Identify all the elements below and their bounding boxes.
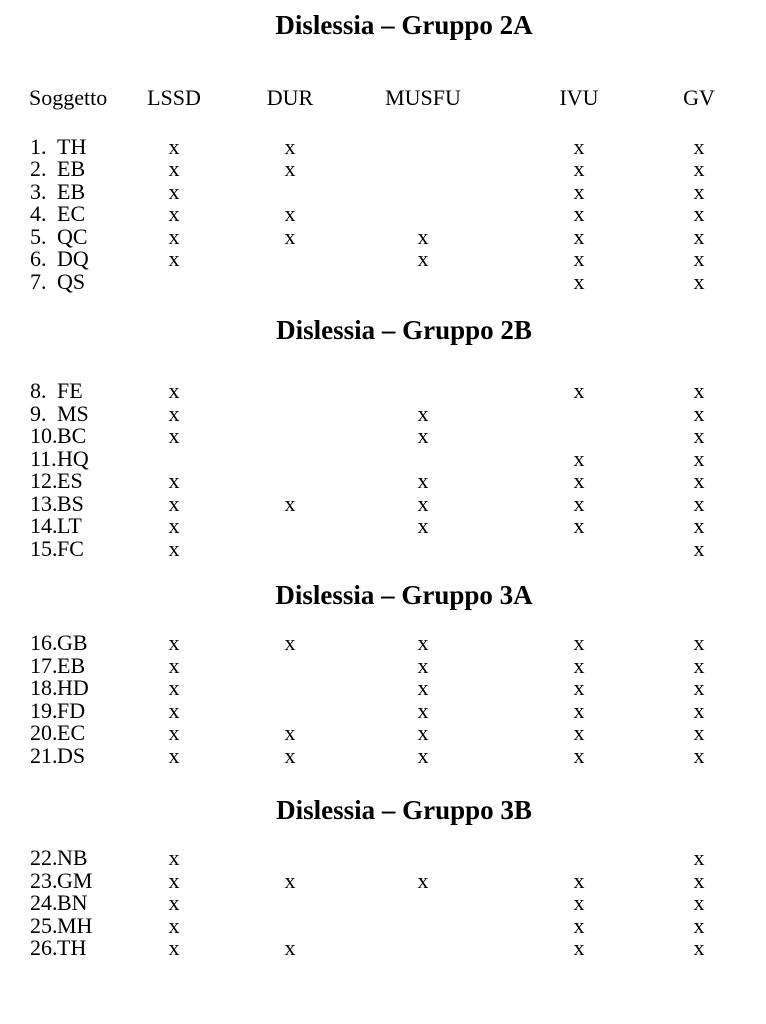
mark-lssd: x [168,630,180,655]
subject-initials: MH [57,912,93,938]
row-number: 2. [30,156,47,181]
mark-ivu: x [573,133,585,159]
group-section-2b [0,315,766,560]
mark-lssd: x [168,246,180,271]
mark-gv: x [693,742,705,768]
mark-musfu: x [417,468,429,493]
mark-gv: x [693,423,705,448]
mark-ivu: x [573,630,585,655]
mark-ivu: x [573,223,585,249]
row-number: 23. [30,867,58,893]
subject-initials: GM [57,867,93,893]
table-row [0,515,766,538]
mark-gv: x [693,867,705,893]
table-row [0,133,766,159]
row-number: 21. [30,742,58,768]
table-header-row [0,87,766,110]
mark-musfu: x [417,246,429,271]
table-row [0,847,766,870]
mark-gv: x [693,652,705,678]
group-rows-2b [0,380,766,560]
subject-initials: QS [57,268,86,294]
mark-dur: x [284,223,296,249]
mark-gv: x [693,720,705,745]
mark-dur: x [284,742,296,768]
mark-lssd: x [168,201,180,226]
subject-initials: DS [57,742,86,768]
table-row [0,892,766,915]
table-row [0,248,766,271]
mark-dur: x [284,867,296,893]
mark-ivu: x [573,675,585,700]
mark-gv: x [693,535,705,561]
group-rows-3b [0,847,766,960]
mark-lssd: x [168,378,180,403]
subject-initials: EB [57,652,86,678]
table-row [0,535,766,561]
row-number: 16. [30,630,58,655]
subject-initials: EC [57,720,86,745]
mark-lssd: x [168,223,180,249]
mark-ivu: x [573,468,585,493]
row-number: 12. [30,468,58,493]
group-title-2a: Dislessia – Gruppo 2A [275,10,533,40]
mark-ivu: x [573,697,585,723]
mark-dur: x [284,720,296,745]
mark-lssd: x [168,490,180,516]
row-number: 19. [30,697,58,723]
column-header-lssd: LSSD [147,85,201,110]
row-number: 20. [30,720,58,745]
mark-gv: x [693,845,705,870]
mark-ivu: x [573,935,585,960]
mark-musfu: x [417,675,429,700]
table-row [0,470,766,493]
subject-initials: GB [57,630,88,655]
mark-ivu: x [573,268,585,294]
row-number: 1. [30,133,47,159]
mark-gv: x [693,178,705,204]
mark-musfu: x [417,867,429,893]
mark-dur: x [284,490,296,516]
mark-gv: x [693,513,705,538]
mark-ivu: x [573,742,585,768]
mark-lssd: x [168,845,180,870]
mark-lssd: x [168,513,180,538]
row-number: 24. [30,890,58,915]
group-rows-3a [0,632,766,767]
group-title-2b: Dislessia – Gruppo 2B [276,315,532,345]
table-row [0,912,766,938]
table-row [0,742,766,768]
subject-initials: BN [57,890,88,915]
table-row [0,867,766,893]
row-number: 26. [30,935,58,960]
mark-lssd: x [168,535,180,561]
column-header-gv: GV [683,85,715,110]
mark-gv: x [693,378,705,403]
mark-dur: x [284,630,296,655]
mark-musfu: x [417,400,429,426]
mark-musfu: x [417,513,429,538]
row-number: 25. [30,912,58,938]
subject-initials: MS [57,400,89,426]
mark-ivu: x [573,156,585,181]
mark-ivu: x [573,201,585,226]
mark-musfu: x [417,720,429,745]
table-row [0,158,766,181]
row-number: 13. [30,490,58,516]
column-header-ivu: IVU [559,85,599,110]
mark-lssd: x [168,720,180,745]
column-header-musfu: MUSFU [385,85,461,110]
mark-lssd: x [168,400,180,426]
mark-lssd: x [168,178,180,204]
table-row [0,677,766,700]
mark-lssd: x [168,935,180,960]
mark-lssd: x [168,133,180,159]
subject-initials: NB [57,845,88,870]
mark-lssd: x [168,423,180,448]
mark-musfu: x [417,652,429,678]
mark-dur: x [284,201,296,226]
mark-ivu: x [573,246,585,271]
mark-gv: x [693,468,705,493]
mark-gv: x [693,156,705,181]
mark-gv: x [693,935,705,960]
row-number: 7. [30,268,47,294]
table-row [0,203,766,226]
column-header-dur: DUR [266,85,314,110]
mark-lssd: x [168,156,180,181]
group-title-3b: Dislessia – Gruppo 3B [276,795,532,825]
mark-gv: x [693,912,705,938]
mark-gv: x [693,675,705,700]
row-number: 10. [30,423,58,448]
table-row [0,268,766,294]
mark-gv: x [693,246,705,271]
mark-gv: x [693,400,705,426]
table-row [0,490,766,516]
mark-lssd: x [168,742,180,768]
table-row [0,400,766,426]
mark-dur: x [284,156,296,181]
mark-ivu: x [573,490,585,516]
mark-gv: x [693,697,705,723]
mark-musfu: x [417,423,429,448]
subject-initials: FC [57,535,84,561]
mark-lssd: x [168,468,180,493]
subject-initials: BS [57,490,84,516]
group-section-3b [0,795,766,960]
table-row [0,178,766,204]
mark-ivu: x [573,890,585,915]
mark-ivu: x [573,445,585,471]
subject-initials: LT [57,513,82,538]
subject-initials: BC [57,423,87,448]
mark-musfu: x [417,490,429,516]
mark-gv: x [693,223,705,249]
row-number: 11. [30,445,57,471]
row-number: 15. [30,535,58,561]
table-row [0,223,766,249]
mark-musfu: x [417,223,429,249]
subject-initials: ES [57,468,83,493]
row-number: 8. [30,378,47,403]
subject-initials: HD [57,675,89,700]
table-row [0,445,766,471]
row-number: 17. [30,652,58,678]
mark-lssd: x [168,912,180,938]
mark-ivu: x [573,867,585,893]
table-row [0,937,766,960]
row-number: 14. [30,513,58,538]
mark-dur: x [284,935,296,960]
group-section-3a [0,580,766,767]
table-row [0,722,766,745]
row-number: 9. [30,400,47,426]
mark-ivu: x [573,652,585,678]
mark-dur: x [284,133,296,159]
row-number: 3. [30,178,47,204]
mark-gv: x [693,201,705,226]
subject-initials: FD [57,697,86,723]
group-title-3a: Dislessia – Gruppo 3A [275,580,533,610]
subject-initials: QC [57,223,88,249]
subject-initials: DQ [57,246,89,271]
mark-lssd: x [168,697,180,723]
mark-lssd: x [168,675,180,700]
mark-gv: x [693,890,705,915]
mark-gv: x [693,133,705,159]
subject-initials: EC [57,201,86,226]
table-row [0,380,766,403]
mark-ivu: x [573,378,585,403]
subject-initials: EB [57,156,86,181]
mark-gv: x [693,490,705,516]
mark-gv: x [693,630,705,655]
mark-musfu: x [417,697,429,723]
table-row [0,632,766,655]
mark-ivu: x [573,178,585,204]
table-row [0,425,766,448]
mark-lssd: x [168,867,180,893]
row-number: 18. [30,675,58,700]
mark-lssd: x [168,890,180,915]
subject-initials: TH [57,935,87,960]
mark-musfu: x [417,630,429,655]
group-rows-2a [0,133,766,294]
row-number: 22. [30,845,58,870]
mark-gv: x [693,445,705,471]
row-number: 4. [30,201,47,226]
table-row [0,697,766,723]
subject-initials: TH [57,133,87,159]
mark-gv: x [693,268,705,294]
subject-initials: HQ [57,445,89,471]
table-row [0,652,766,678]
group-section-2a [0,10,766,293]
subject-initials: EB [57,178,86,204]
mark-ivu: x [573,912,585,938]
subject-initials: FE [57,378,83,403]
row-number: 5. [30,223,47,249]
mark-lssd: x [168,652,180,678]
row-number: 6. [30,246,47,271]
mark-ivu: x [573,720,585,745]
mark-musfu: x [417,742,429,768]
mark-ivu: x [573,513,585,538]
column-header-soggetto: Soggetto [29,85,108,110]
